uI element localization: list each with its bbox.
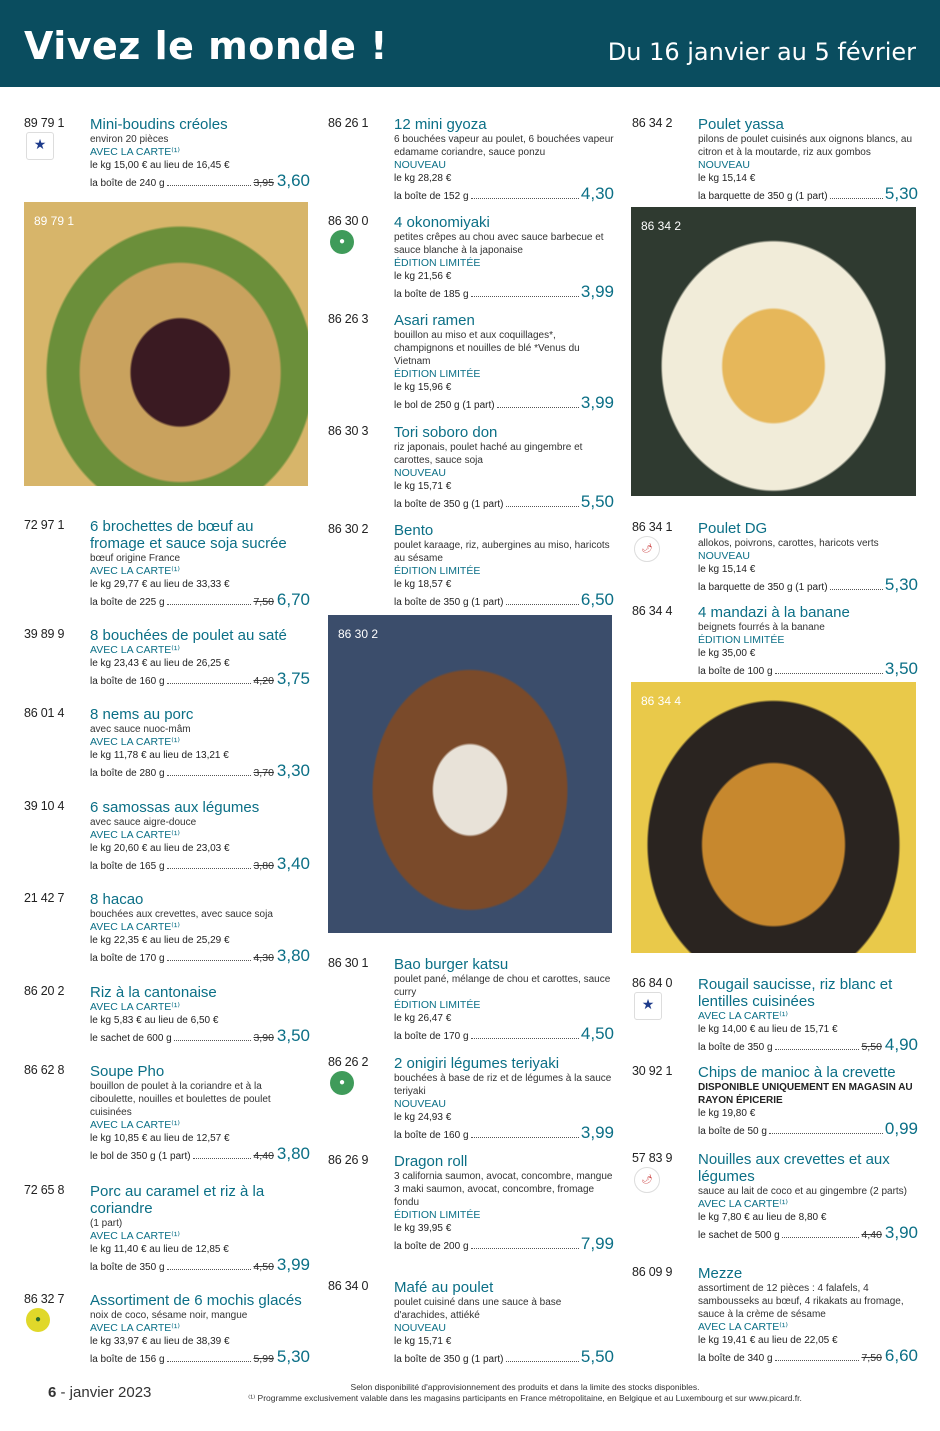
product-code: 86 26 1: [328, 116, 369, 130]
price: 3,80: [276, 1144, 310, 1163]
product-details: [90, 799, 310, 876]
package-label: la barquette de 350 g (1 part): [698, 582, 828, 593]
product-description: bouillon de poulet à la coriandre et à la ciboulette, nouilles et boulettes de poulet cuisinées: [90, 1081, 271, 1118]
product-code: 21 42 7: [24, 891, 65, 905]
vegetarien-icon: ●: [330, 1071, 354, 1095]
leader-dots: [167, 1360, 252, 1362]
unit-price: le kg 24,93 €: [394, 1112, 452, 1123]
offer-tag: AVEC LA CARTE⁽¹⁾: [90, 1322, 180, 1334]
unit-price: le kg 39,95 €: [394, 1223, 452, 1234]
price: 5,30: [884, 184, 918, 203]
price-line: [394, 1025, 614, 1046]
offer-tag: AVEC LA CARTE⁽¹⁾: [90, 644, 180, 656]
offer-tag: NOUVEAU: [394, 467, 446, 479]
product-description: avec sauce nuoc-mâm: [90, 724, 191, 735]
product-details: [90, 891, 310, 968]
package-label: la boîte de 350 g (1 part): [394, 597, 504, 608]
product-description: bouchées à base de riz et de légumes à la sauce teriyaki: [394, 1073, 612, 1097]
package-label: la boîte de 185 g: [394, 289, 469, 300]
old-price: 3,70: [253, 767, 274, 779]
unit-price: le kg 11,40 € au lieu de 12,85 €: [90, 1244, 229, 1255]
product-details: [698, 976, 918, 1057]
old-price: 7,50: [861, 1352, 882, 1364]
price: 3,99: [580, 393, 614, 412]
product-name[interactable]: Tori soboro don: [394, 424, 498, 441]
price: 5,30: [276, 1347, 310, 1366]
unit-price: le kg 22,35 € au lieu de 25,29 €: [90, 935, 230, 946]
product-name[interactable]: Riz à la cantonaise: [90, 984, 217, 1001]
unit-price: le kg 28,28 €: [394, 173, 452, 184]
price-line: [90, 1145, 310, 1166]
unit-price: le kg 29,77 € au lieu de 33,33 €: [90, 579, 230, 590]
product-description: (1 part): [90, 1218, 123, 1229]
product-photo-boudins: [24, 202, 308, 486]
unit-price: le kg 15,71 €: [394, 1336, 452, 1347]
product-description: allokos, poivrons, carottes, haricots verts: [698, 538, 879, 549]
unit-price: le kg 14,00 € au lieu de 15,71 €: [698, 1024, 838, 1035]
package-label: la boîte de 170 g: [394, 1031, 469, 1042]
price-line: [698, 185, 918, 206]
price-line: [698, 1347, 918, 1368]
unit-price: le kg 21,56 €: [394, 271, 452, 282]
product-code: 86 30 0: [328, 214, 369, 228]
unit-price: le kg 15,00 € au lieu de 16,45 €: [90, 160, 230, 171]
unit-price: le kg 11,78 € au lieu de 13,21 €: [90, 750, 229, 761]
leader-dots: [471, 197, 579, 199]
package-label: la boîte de 50 g: [698, 1126, 767, 1137]
package-label: le bol de 250 g (1 part): [394, 400, 495, 411]
epice-icon: 🌶: [634, 536, 660, 562]
footnote-program: ⁽¹⁾ Programme exclusivement valable dans les magasins participants en France métropolitaine, en Belgique et au Luxembourg et sur www.picard.fr.: [248, 1393, 802, 1403]
price: 4,30: [580, 184, 614, 203]
product-code: 72 65 8: [24, 1183, 65, 1197]
leader-dots: [167, 603, 252, 605]
unit-price: le kg 19,80 €: [698, 1108, 756, 1119]
product-details: [698, 1151, 918, 1245]
leader-dots: [782, 1236, 860, 1238]
offer-tag: AVEC LA CARTE⁽¹⁾: [698, 1321, 788, 1333]
product-description: poulet pané, mélange de chou et carottes, sauce curry: [394, 974, 611, 998]
unit-price: le kg 19,41 € au lieu de 22,05 €: [698, 1335, 838, 1346]
product-description: avec sauce aigre-douce: [90, 817, 197, 828]
unit-price: le kg 35,00 €: [698, 648, 756, 659]
product-description: sauce au lait de coco et au gingembre (2 parts): [698, 1186, 908, 1197]
price: 3,30: [276, 761, 310, 780]
price: 3,50: [884, 659, 918, 678]
product-photo-bento: [328, 615, 612, 933]
product-details: [394, 214, 614, 304]
product-details: [90, 518, 310, 612]
product-details: [394, 1153, 614, 1256]
package-label: la barquette de 350 g (1 part): [698, 191, 828, 202]
offer-tag: ÉDITION LIMITÉE: [394, 1209, 481, 1221]
offer-tag: ÉDITION LIMITÉE: [698, 634, 785, 646]
offer-tag: NOUVEAU: [698, 159, 750, 171]
package-label: le bol de 350 g (1 part): [90, 1151, 191, 1162]
old-price: 4,30: [253, 952, 274, 964]
product-description: petites crêpes au chou avec sauce barbecue et sauce blanche à la japonaise: [394, 232, 604, 256]
product-code: 86 30 3: [328, 424, 369, 438]
old-price: 3,80: [253, 860, 274, 872]
unit-price: le kg 15,14 €: [698, 564, 756, 575]
old-price: 4,40: [861, 1229, 882, 1241]
product-name[interactable]: Porc au caramel et riz à la coriandre: [90, 1183, 265, 1217]
product-details: [394, 522, 614, 612]
page-header: [0, 0, 940, 87]
price-line: [90, 855, 310, 876]
product-details: [698, 1265, 918, 1368]
product-name[interactable]: 4 mandazi à la banane: [698, 604, 850, 621]
price-line: [90, 947, 310, 968]
old-price: 5,99: [253, 1353, 274, 1365]
price-line: [90, 670, 310, 691]
package-label: la boîte de 152 g: [394, 191, 469, 202]
page-title: Vivez le monde !: [24, 24, 388, 68]
offer-tag: AVEC LA CARTE⁽¹⁾: [698, 1010, 788, 1022]
product-code: 86 34 2: [632, 116, 673, 130]
leader-dots: [471, 1247, 579, 1249]
unit-price: le kg 20,60 € au lieu de 23,03 €: [90, 843, 230, 854]
product-photo-poulet-yassa: [631, 207, 916, 496]
leader-dots: [775, 1048, 860, 1050]
photo-code: 86 30 2: [338, 627, 379, 641]
price: 5,50: [580, 492, 614, 511]
price: 3,80: [276, 946, 310, 965]
product-code: 86 62 8: [24, 1063, 65, 1077]
product-details: [90, 984, 310, 1048]
package-label: la boîte de 200 g: [394, 1241, 469, 1252]
fr-icon: ★: [634, 992, 662, 1020]
unit-price: le kg 15,71 €: [394, 481, 452, 492]
old-price: 4,50: [253, 1261, 274, 1273]
price-line: [698, 576, 918, 597]
leader-dots: [506, 505, 579, 507]
product-details: [90, 1292, 310, 1369]
product-description: environ 20 pièces: [90, 134, 169, 145]
unit-price: le kg 26,47 €: [394, 1013, 452, 1024]
product-description: noix de coco, sésame noir, mangue: [90, 1310, 248, 1321]
product-code: 89 79 1: [24, 116, 65, 130]
package-label: la boîte de 240 g: [90, 178, 165, 189]
old-price: 5,50: [861, 1041, 882, 1053]
product-photo-mandazi: [631, 682, 916, 953]
product-code: 86 09 9: [632, 1265, 673, 1279]
leader-dots: [471, 1037, 579, 1039]
price: 3,50: [276, 1026, 310, 1045]
product-name[interactable]: Mini-boudins créoles: [90, 116, 228, 133]
package-label: le sachet de 500 g: [698, 1230, 780, 1241]
product-name[interactable]: Bao burger katsu: [394, 956, 509, 973]
leader-dots: [167, 867, 252, 869]
product-description: 3 california saumon, avocat, concombre, mangue 3 maki saumon, avocat, concombre, fromage fondu: [394, 1171, 613, 1208]
package-label: la boîte de 350 g (1 part): [394, 499, 504, 510]
product-name[interactable]: 6 samossas aux légumes: [90, 799, 260, 816]
price: 3,60: [276, 171, 310, 190]
price: 3,99: [276, 1255, 310, 1274]
product-code: 86 34 4: [632, 604, 673, 618]
product-details: [394, 116, 614, 206]
leader-dots: [193, 1157, 252, 1159]
leader-dots: [167, 774, 252, 776]
package-label: le sachet de 600 g: [90, 1033, 172, 1044]
product-description: riz japonais, poulet haché au gingembre et carottes, sauce soja: [394, 442, 583, 466]
product-name[interactable]: 8 bouchées de poulet au saté: [90, 627, 287, 644]
product-code: 86 26 3: [328, 312, 369, 326]
product-code: 86 84 0: [632, 976, 673, 990]
leader-dots: [506, 603, 579, 605]
package-label: la boîte de 100 g: [698, 666, 773, 677]
photo-code: 89 79 1: [34, 214, 75, 228]
leader-dots: [167, 1268, 252, 1270]
page-number: 6 - janvier 2023: [48, 1384, 152, 1401]
product-description: bœuf origine France: [90, 553, 181, 564]
product-details: [698, 116, 918, 206]
product-description: poulet karaage, riz, aubergines au miso, haricots au sésame: [394, 540, 610, 564]
offer-tag: NOUVEAU: [394, 159, 446, 171]
product-details: [90, 1063, 310, 1166]
price-line: [698, 1036, 918, 1057]
package-label: la boîte de 350 g: [90, 1262, 165, 1273]
product-description: beignets fourrés à la banane: [698, 622, 825, 633]
product-code: 39 89 9: [24, 627, 65, 641]
footnote-availability: Selon disponibilité d'approvisionnement des produits et dans la limite des stocks disponibles.: [350, 1382, 700, 1392]
product-details: [90, 1183, 310, 1277]
product-details: [394, 312, 614, 415]
product-name[interactable]: 2 onigiri légumes teriyaki: [394, 1055, 560, 1072]
unit-price: le kg 23,43 € au lieu de 26,25 €: [90, 658, 230, 669]
unit-price: le kg 7,80 € au lieu de 8,80 €: [698, 1212, 827, 1223]
offer-tag: NOUVEAU: [394, 1322, 446, 1334]
product-name[interactable]: Assortiment de 6 mochis glacés: [90, 1292, 302, 1309]
product-details: [698, 604, 918, 681]
offer-tag: AVEC LA CARTE⁽¹⁾: [90, 736, 180, 748]
offer-tag: AVEC LA CARTE⁽¹⁾: [90, 1001, 180, 1013]
product-name[interactable]: Poulet DG: [698, 520, 768, 537]
price-line: [90, 1256, 310, 1277]
offer-tag: ÉDITION LIMITÉE: [394, 565, 481, 577]
package-label: la boîte de 165 g: [90, 861, 165, 872]
offer-tag: AVEC LA CARTE⁽¹⁾: [90, 1230, 180, 1242]
package-label: la boîte de 160 g: [90, 676, 165, 687]
package-label: la boîte de 156 g: [90, 1354, 165, 1365]
footnote: [200, 1382, 850, 1404]
package-label: la boîte de 160 g: [394, 1130, 469, 1141]
product-code: 86 26 9: [328, 1153, 369, 1167]
price: 6,50: [580, 590, 614, 609]
price: 6,70: [276, 590, 310, 609]
product-description: bouchées aux crevettes, avec sauce soja: [90, 909, 273, 920]
leader-dots: [506, 1360, 579, 1362]
product-code: 86 20 2: [24, 984, 65, 998]
offer-tag: AVEC LA CARTE⁽¹⁾: [90, 565, 180, 577]
leader-dots: [471, 295, 579, 297]
product-name[interactable]: 6 brochettes de bœuf au fromage et sauce soja sucrée: [90, 518, 287, 552]
price: 6,60: [884, 1346, 918, 1365]
product-details: [394, 956, 614, 1046]
price-line: [90, 1348, 310, 1369]
product-details: [698, 1064, 918, 1141]
leader-dots: [167, 682, 252, 684]
vegetal-icon: ●: [26, 1308, 50, 1332]
product-code: 72 97 1: [24, 518, 65, 532]
product-code: 86 34 0: [328, 1279, 369, 1293]
fr-icon: ★: [26, 132, 54, 160]
product-details: [90, 627, 310, 691]
product-name[interactable]: 12 mini gyoza: [394, 116, 487, 133]
price-line: [394, 283, 614, 304]
price: 3,99: [580, 1123, 614, 1142]
product-details: [698, 520, 918, 597]
offer-tag: ÉDITION LIMITÉE: [394, 257, 481, 269]
unit-price: le kg 15,14 €: [698, 173, 756, 184]
old-price: 3,95: [253, 177, 274, 189]
leader-dots: [769, 1132, 883, 1134]
photo-code: 86 34 2: [641, 219, 682, 233]
package-label: la boîte de 340 g: [698, 1353, 773, 1364]
product-description: 6 bouchées vapeur au poulet, 6 bouchées vapeur edamame coriandre, sauce ponzu: [394, 134, 614, 158]
offer-tag: ÉDITION LIMITÉE: [394, 999, 481, 1011]
product-code: 86 30 1: [328, 956, 369, 970]
old-price: 4,40: [253, 1150, 274, 1162]
unit-price: le kg 15,96 €: [394, 382, 452, 393]
product-name[interactable]: 8 nems au porc: [90, 706, 194, 723]
vegetarien-icon: ●: [330, 230, 354, 254]
product-details: [90, 706, 310, 783]
leader-dots: [471, 1136, 579, 1138]
price-line: [698, 660, 918, 681]
product-name[interactable]: Mezze: [698, 1265, 743, 1282]
product-name[interactable]: Bento: [394, 522, 434, 539]
product-name[interactable]: Asari ramen: [394, 312, 475, 329]
product-name[interactable]: Dragon roll: [394, 1153, 468, 1170]
leader-dots: [830, 588, 883, 590]
product-description: bouillon au miso et aux coquillages*, champignons et nouilles de blé *Venus du Vietnam: [394, 330, 580, 367]
product-name[interactable]: Nouilles aux crevettes et aux légumes: [698, 1151, 890, 1185]
leader-dots: [775, 1359, 860, 1361]
product-code: 86 26 2: [328, 1055, 369, 1069]
unit-price: le kg 10,85 € au lieu de 12,57 €: [90, 1133, 230, 1144]
product-name[interactable]: 4 okonomiyaki: [394, 214, 490, 231]
photo-code: 86 34 4: [641, 694, 682, 708]
price-line: [394, 591, 614, 612]
price: 3,75: [276, 669, 310, 688]
price-line: [90, 762, 310, 783]
offer-tag: AVEC LA CARTE⁽¹⁾: [698, 1198, 788, 1210]
product-name[interactable]: 8 hacao: [90, 891, 144, 908]
price: 4,90: [884, 1035, 918, 1054]
leader-dots: [830, 197, 883, 199]
product-code: 86 30 2: [328, 522, 369, 536]
product-description: assortiment de 12 pièces : 4 falafels, 4 sambousseks au bœuf, 4 rikakats au fromage, sauce à la crème de sésame: [698, 1283, 904, 1320]
product-description: pilons de poulet cuisinés aux oignons blancs, au citron et à la moutarde, riz aux gombos: [698, 134, 913, 158]
leader-dots: [497, 406, 579, 408]
package-label: la boîte de 280 g: [90, 768, 165, 779]
product-code: 86 32 7: [24, 1292, 65, 1306]
price-line: [394, 1348, 614, 1369]
product-code: 86 34 1: [632, 520, 673, 534]
price: 3,90: [884, 1223, 918, 1242]
package-label: la boîte de 350 g (1 part): [394, 1354, 504, 1365]
package-label: la boîte de 170 g: [90, 953, 165, 964]
promo-dates: Du 16 janvier au 5 février: [607, 38, 916, 66]
product-details: [90, 116, 310, 193]
price-line: [394, 185, 614, 206]
price: 4,50: [580, 1024, 614, 1043]
product-code: 30 92 1: [632, 1064, 673, 1078]
product-description: poulet cuisiné dans une sauce à base d'arachides, attiéké: [394, 1297, 562, 1321]
leader-dots: [167, 959, 252, 961]
price-line: [90, 591, 310, 612]
product-name[interactable]: Poulet yassa: [698, 116, 784, 133]
product-code: 57 83 9: [632, 1151, 673, 1165]
price: 7,99: [580, 1234, 614, 1253]
product-name[interactable]: Mafé au poulet: [394, 1279, 494, 1296]
price: 5,30: [884, 575, 918, 594]
price: 0,99: [884, 1119, 918, 1138]
product-details: [394, 424, 614, 514]
offer-tag: DISPONIBLE UNIQUEMENT EN MAGASIN AU RAYON ÉPICERIE: [698, 1082, 913, 1106]
price-line: [394, 1235, 614, 1256]
price-line: [698, 1120, 918, 1141]
price: 3,40: [276, 854, 310, 873]
epice-icon: 🌶: [634, 1167, 660, 1193]
product-name[interactable]: Chips de manioc à la crevette: [698, 1064, 896, 1081]
offer-tag: AVEC LA CARTE⁽¹⁾: [90, 829, 180, 841]
offer-tag: AVEC LA CARTE⁽¹⁾: [90, 921, 180, 933]
offer-tag: ÉDITION LIMITÉE: [394, 368, 481, 380]
leader-dots: [174, 1039, 252, 1041]
product-name[interactable]: Soupe Pho: [90, 1063, 165, 1080]
leader-dots: [167, 184, 252, 186]
offer-tag: AVEC LA CARTE⁽¹⁾: [90, 146, 180, 158]
product-code: 86 01 4: [24, 706, 65, 720]
unit-price: le kg 5,83 € au lieu de 6,50 €: [90, 1015, 219, 1026]
price: 5,50: [580, 1347, 614, 1366]
package-label: la boîte de 225 g: [90, 597, 165, 608]
price-line: [394, 394, 614, 415]
unit-price: le kg 18,57 €: [394, 579, 452, 590]
price: 3,99: [580, 282, 614, 301]
product-code: 39 10 4: [24, 799, 65, 813]
leader-dots: [775, 672, 883, 674]
package-label: la boîte de 350 g: [698, 1042, 773, 1053]
old-price: 3,90: [253, 1032, 274, 1044]
old-price: 7,50: [253, 596, 274, 608]
price-line: [90, 1027, 310, 1048]
product-details: [394, 1055, 614, 1145]
price-line: [394, 1124, 614, 1145]
offer-tag: NOUVEAU: [698, 550, 750, 562]
unit-price: le kg 33,97 € au lieu de 38,39 €: [90, 1336, 230, 1347]
offer-tag: AVEC LA CARTE⁽¹⁾: [90, 1119, 180, 1131]
product-details: [394, 1279, 614, 1369]
price-line: [394, 493, 614, 514]
offer-tag: NOUVEAU: [394, 1098, 446, 1110]
price-line: [90, 172, 310, 193]
old-price: 4,20: [253, 675, 274, 687]
price-line: [698, 1224, 918, 1245]
product-name[interactable]: Rougail saucisse, riz blanc et lentilles cuisinées: [698, 976, 893, 1010]
